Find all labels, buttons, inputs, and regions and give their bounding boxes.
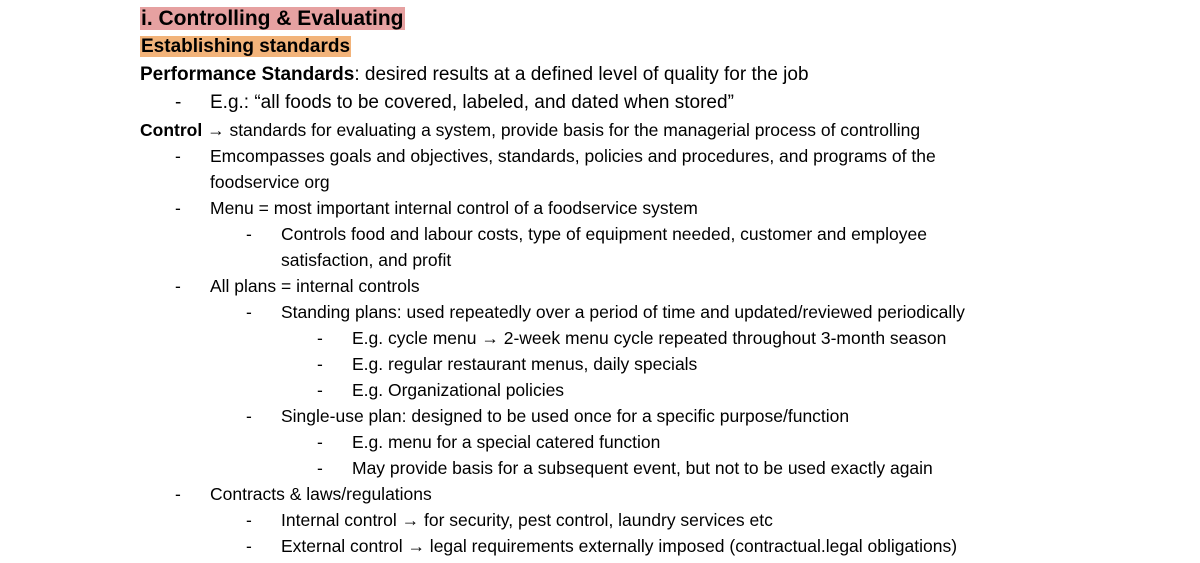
list-item [140, 273, 1180, 299]
control-definition: → standards for evaluating a system, provide basis for the managerial process of controlling [202, 120, 921, 140]
subsection-heading-text: Establishing standards [141, 36, 351, 57]
bullet-dash: - [175, 198, 181, 218]
performance-standards-term: Performance Standards [140, 64, 355, 85]
list-item [140, 89, 1180, 117]
list-item-text: Controls food and labour costs, type of equipment needed, customer and employee [281, 224, 927, 244]
bullet-dash: - [317, 458, 323, 478]
bullet-dash: - [246, 406, 252, 426]
list-item-text: May provide basis for a subsequent event, but not to be used exactly again [352, 458, 933, 478]
list-item [140, 455, 1180, 481]
bullet-dash: - [317, 328, 323, 348]
list-item [140, 403, 1180, 429]
subsection-heading [140, 33, 1180, 61]
list-item [140, 481, 1180, 507]
list-item [140, 429, 1180, 455]
list-item [140, 351, 1180, 377]
list-item-text: All plans = internal controls [210, 276, 420, 296]
section-heading-text: i. Controlling & Evaluating [141, 7, 404, 30]
control-term: Control [140, 120, 203, 140]
bullet-dash: - [175, 146, 181, 166]
control-line [140, 117, 1180, 143]
bullet-dash: - [317, 432, 323, 452]
performance-standards-example: E.g.: “all foods to be covered, labeled, and dated when stored” [210, 92, 734, 113]
list-item [140, 143, 1180, 195]
list-item [140, 533, 1180, 559]
list-item-text: Standing plans: used repeatedly over a period of time and updated/reviewed periodically [281, 302, 965, 322]
list-item-text: E.g. menu for a special catered function [352, 432, 661, 452]
bullet-dash: - [175, 276, 181, 296]
list-item-text: Contracts & laws/regulations [210, 484, 432, 504]
performance-standards-line [140, 61, 1180, 89]
bullet-dash: - [175, 484, 181, 504]
bullet-dash: - [175, 92, 182, 113]
list-item [140, 221, 1180, 273]
list-item [140, 507, 1180, 533]
list-item-text: E.g. regular restaurant menus, daily specials [352, 354, 698, 374]
performance-standards-definition: : desired results at a defined level of quality for the job [354, 64, 809, 85]
bullet-dash: - [317, 380, 323, 400]
list-item [140, 195, 1180, 221]
list-item [140, 325, 1180, 351]
bullet-dash: - [317, 354, 323, 374]
bullet-dash: - [246, 302, 252, 322]
list-item-text: Internal control → for security, pest control, laundry services etc [281, 510, 773, 530]
bullet-dash: - [246, 536, 252, 556]
list-item-text-continued: foodservice org [210, 172, 330, 192]
document-body [140, 5, 1180, 559]
bullet-dash: - [246, 224, 252, 244]
list-item-text: Menu = most important internal control of a foodservice system [210, 198, 698, 218]
list-item-text: External control → legal requirements externally imposed (contractual.legal obligations) [281, 536, 958, 556]
section-heading [140, 5, 1180, 33]
list-item-text: E.g. Organizational policies [352, 380, 565, 400]
list-item-text: E.g. cycle menu → 2-week menu cycle repeated throughout 3-month season [352, 328, 947, 348]
list-item [140, 377, 1180, 403]
list-item-text: Emcompasses goals and objectives, standards, policies and procedures, and programs of the [210, 146, 936, 166]
list-item [140, 299, 1180, 325]
list-item-text: Single-use plan: designed to be used once for a specific purpose/function [281, 406, 850, 426]
list-item-text-continued: satisfaction, and profit [281, 250, 452, 270]
bullet-dash: - [246, 510, 252, 530]
